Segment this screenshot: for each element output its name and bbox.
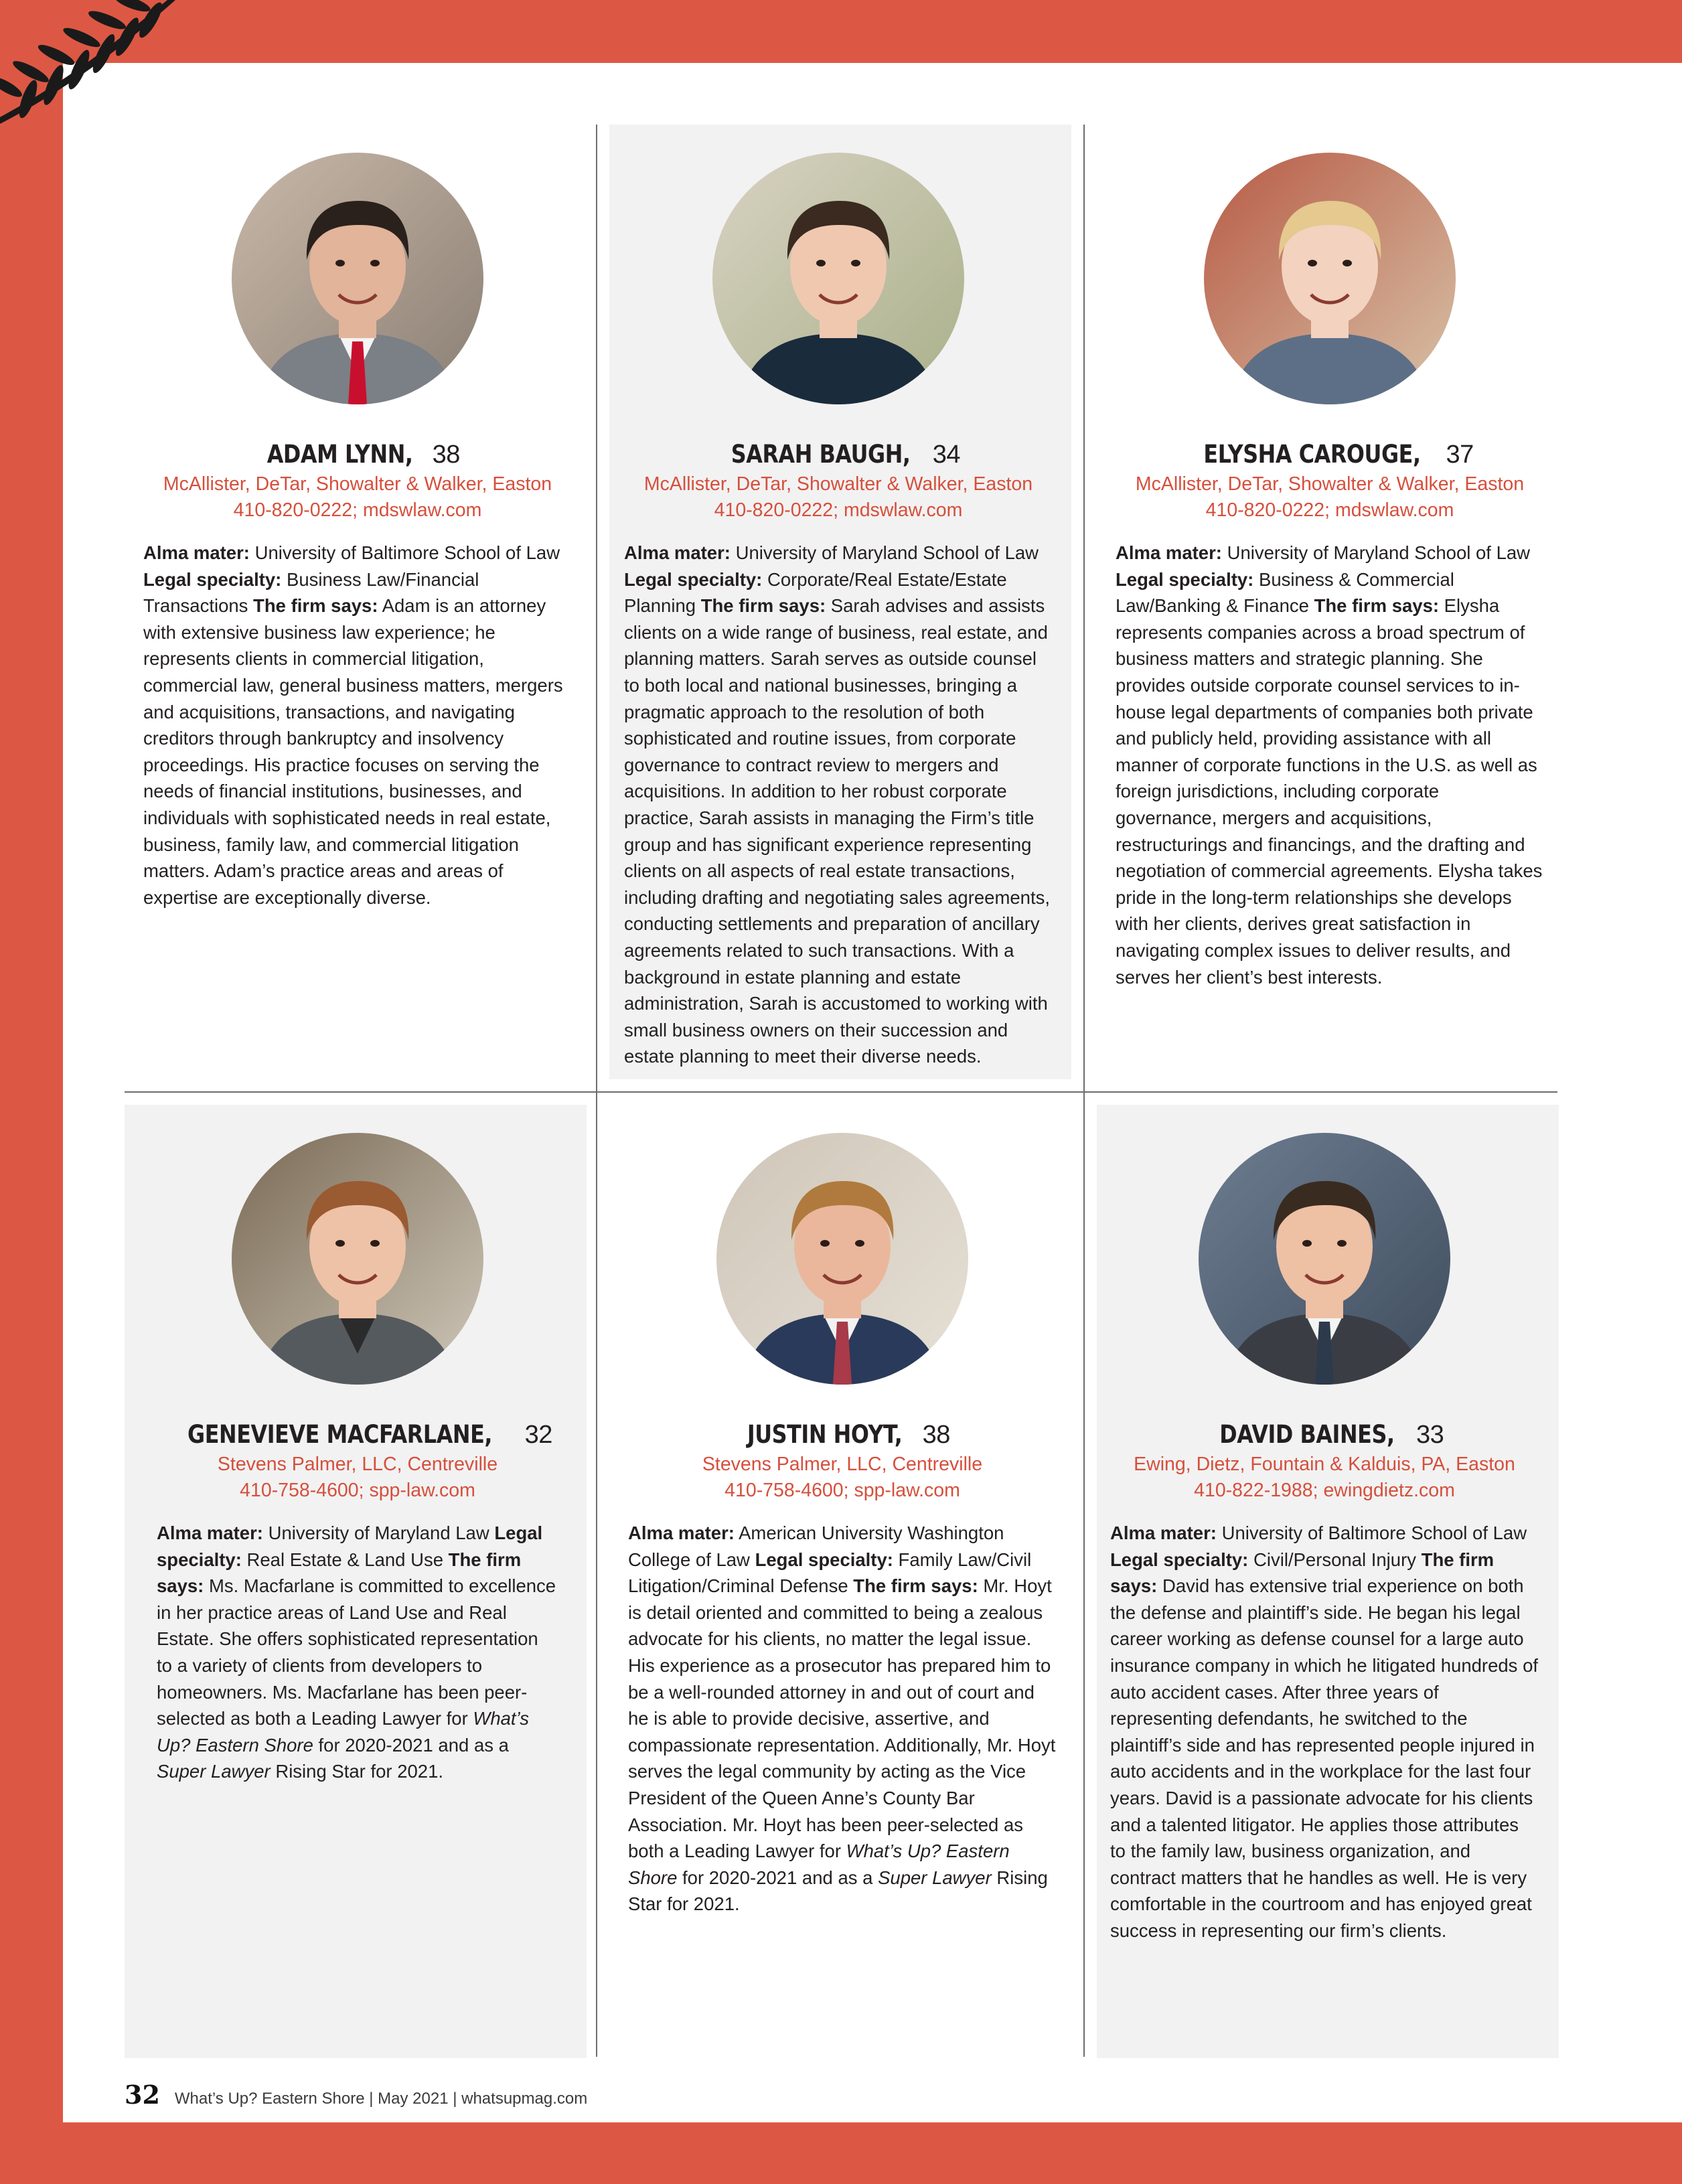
bio-label: Legal specialty: — [157, 1523, 543, 1570]
bio-label: Legal specialty: — [624, 568, 763, 590]
bio-text: Corporate/Real Estate/Estate Planning — [624, 568, 1007, 617]
portrait-photo — [1204, 153, 1456, 404]
profile-bio — [1110, 1520, 1539, 1944]
bio-text: Ms. Macfarlane is committed to excellence in her practice areas of Land Use and Real Estate. She offers sophisticated representation to a variety of clients from developers to homeowners. Ms. Macfarlane has been peer-selected as both a Leading Lawyer for — [157, 1575, 556, 1729]
bio-label: Legal specialty: — [1116, 568, 1254, 590]
firm-contact: 410-820-0222; mdswlaw.com — [233, 499, 482, 521]
bio-text: University of Baltimore School of Law — [1216, 1523, 1527, 1543]
footer-text: What’s Up? Eastern Shore | May 2021 | whatsupmag.com — [174, 2090, 588, 2108]
firm-name: McAllister, DeTar, Showalter & Walker, Easton — [643, 473, 1033, 495]
laurel-icon — [0, 0, 181, 127]
column-divider — [596, 125, 597, 1091]
firm-name: Stevens Palmer, LLC, Centreville — [217, 1454, 498, 1475]
firm-name: McAllister, DeTar, Showalter & Walker, Easton — [163, 473, 552, 495]
bio-label: Alma mater: — [157, 1523, 263, 1543]
firm-contact: 410-758-4600; spp-law.com — [240, 1480, 475, 1501]
bio-label: Alma mater: — [1116, 542, 1222, 563]
bio-text: Real Estate & Land Use — [241, 1549, 449, 1570]
portrait-photo — [1199, 1133, 1450, 1385]
name-text: SARAH BAUGH, — [731, 440, 911, 469]
column-divider — [1083, 1093, 1085, 2057]
profile-card — [143, 153, 572, 911]
bio-text: Family Law/Civil Litigation/Criminal Defense — [628, 1549, 1032, 1597]
bio-text: for 2020-2021 and as a — [677, 1867, 878, 1888]
name-text: GENEVIEVE MACFARLANE, — [187, 1420, 493, 1449]
bio-text: University of Baltimore School of Law — [249, 542, 560, 563]
profile-bio — [628, 1520, 1057, 1918]
profile-bio — [143, 540, 572, 911]
bio-text: Civil/Personal Injury — [1248, 1549, 1422, 1570]
page-number: 32 — [125, 2080, 160, 2110]
column-divider — [1083, 125, 1085, 1091]
portrait-photo — [232, 1133, 483, 1385]
portrait-photo — [232, 153, 483, 404]
firm-name: McAllister, DeTar, Showalter & Walker, Easton — [1135, 473, 1525, 495]
profile-name — [143, 438, 572, 471]
column-divider — [596, 1093, 597, 2057]
profile-name — [1110, 1418, 1539, 1452]
age-text: 34 — [932, 441, 960, 469]
bio-text: Mr. Hoyt is detail oriented and committed to being a zealous advocate for his clients, no matter the legal issue. His experience as a prosecutor has prepared him to be a well-rounded attorney in and out of court and he is able to provide decisive, assertive, and compassionate representation. Additionally, Mr. Hoyt serves the legal community by acting as the Vice President of the Queen Anne’s County Bar Association. Mr. Hoyt has been peer-selected as both a Leading Lawyer for — [628, 1575, 1056, 1862]
age-text: 37 — [1446, 441, 1474, 469]
bio-text: Adam is an attorney with extensive business law experience; he represents clients in commercial litigation, commercial law, general business matters, mergers and acquisitions, transactions, and navigating creditors through bankruptcy and insolvency proceedings. His practice focuses on serving the needs of financial institutions, businesses, and individuals with sophisticated needs in real estate, business, family law, and commercial litigation matters. Adam’s practice areas and areas of expertise are exceptionally diverse. — [143, 595, 563, 908]
firm-contact: 410-820-0222; mdswlaw.com — [714, 499, 963, 521]
profile-card — [628, 1133, 1057, 1918]
name-text: ADAM LYNN, — [266, 440, 413, 469]
profile-bio — [624, 540, 1053, 1070]
bio-label: Alma mater: — [143, 542, 250, 563]
profile-name — [628, 1418, 1057, 1452]
bio-text: University of Maryland School of Law — [1221, 542, 1531, 563]
age-text: 38 — [922, 1421, 950, 1449]
bio-label: Alma mater: — [624, 542, 731, 563]
bio-label: The firm says: — [853, 1575, 978, 1597]
bio-label: Alma mater: — [628, 1523, 735, 1543]
profile-card — [1116, 153, 1544, 990]
profile-card — [1110, 1133, 1539, 1944]
name-text: JUSTIN HOYT, — [747, 1420, 903, 1449]
portrait-photo — [712, 153, 964, 404]
bio-text: American University Washington College of Law — [628, 1523, 1004, 1570]
bio-emphasis: Super Lawyer — [878, 1867, 992, 1888]
bio-emphasis: What’s Up? Eastern Shore — [157, 1708, 529, 1756]
firm-contact: 410-822-1988; ewingdietz.com — [1194, 1480, 1455, 1501]
firm-name: Stevens Palmer, LLC, Centreville — [702, 1454, 983, 1475]
bio-text: for 2020-2021 and as a — [313, 1734, 509, 1756]
page-footer — [125, 2080, 587, 2110]
bio-text: University of Maryland Law — [262, 1523, 495, 1543]
profile-bio — [1116, 540, 1544, 990]
bio-label: The firm says: — [700, 595, 826, 617]
name-text: DAVID BAINES, — [1219, 1420, 1395, 1449]
name-text: ELYSHA CAROUGE, — [1203, 440, 1421, 469]
profile-bio — [157, 1520, 558, 1785]
bio-label: Legal specialty: — [1110, 1549, 1249, 1570]
bio-emphasis: Super Lawyer — [157, 1761, 271, 1782]
firm-contact: 410-820-0222; mdswlaw.com — [1205, 499, 1454, 521]
profile-name — [157, 1418, 558, 1452]
bio-label: The firm says: — [253, 595, 378, 617]
age-text: 33 — [1416, 1421, 1444, 1449]
bio-text: University of Maryland School of Law — [730, 542, 1039, 563]
bio-text: Business Law/Financial Transactions — [143, 568, 479, 617]
age-text: 32 — [524, 1421, 552, 1449]
bio-label: Alma mater: — [1110, 1523, 1217, 1543]
age-text: 38 — [432, 441, 460, 469]
profile-card — [624, 153, 1053, 1070]
bio-text: Rising Star for 2021. — [628, 1867, 1048, 1915]
portrait-photo — [716, 1133, 968, 1385]
bio-text: Rising Star for 2021. — [270, 1761, 444, 1782]
bio-label: The firm says: — [1110, 1549, 1495, 1597]
bio-text: Elysha represents companies across a broad spectrum of business matters and strategic planning. She provides outside corporate counsel services to in-house legal departments of companies both private and publicly held, providing assistance with all manner of corporate functions in the U.S. as well as foreign jurisdictions, including corporate governance, mergers and acquisitions, restructurings and financings, and the drafting and negotiation of commercial agreements. Elysha takes pride in the long-term relationships she develops with her clients, derives great satisfaction in navigating complex issues to deliver results, and serves her client’s best interests. — [1116, 595, 1543, 988]
profile-name — [1116, 438, 1544, 471]
firm-contact: 410-758-4600; spp-law.com — [724, 1480, 960, 1501]
profile-name — [624, 438, 1053, 471]
bio-label: Legal specialty: — [143, 568, 282, 590]
profile-card — [157, 1133, 558, 1785]
row-divider — [125, 1091, 1557, 1093]
bio-label: The firm says: — [1314, 595, 1440, 617]
bio-label: Legal specialty: — [755, 1549, 893, 1570]
bio-text: Sarah advises and assists clients on a wide range of business, real estate, and planning matters. Sarah serves as outside counsel to both local and national businesses, bringing a pragmatic approach to the resolution of both sophisticated and routine issues, from corporate governance to contract review to mergers and acquisitions. In addition to her robust corporate practice, Sarah assists in managing the Firm’s title group and has significant experience representing clients on all aspects of real estate transactions, including drafting and negotiating sales agreements, conducting settlements and preparation of ancillary agreements related to such transactions. With a background in estate planning and estate administration, Sarah is accustomed to working with small business owners on their succession and estate planning to meet their diverse needs. — [624, 595, 1050, 1067]
bio-emphasis: What’s Up? Eastern Shore — [628, 1841, 1010, 1888]
firm-name: Ewing, Dietz, Fountain & Kalduis, PA, Easton — [1134, 1454, 1515, 1475]
bio-text: Business & Commercial Law/Banking & Finance — [1116, 568, 1454, 617]
bio-text: David has extensive trial experience on both the defense and plaintiff’s side. He began his legal career working as defense counsel for a large auto insurance company in which he litigated hundreds of auto accident cases. After three years of representing defendants, he switched to the plaintiff’s side and has represented people injured in auto accidents and in the workplace for the last four years. David is a passionate advocate for his clients and a talented litigator. He applies those attributes to the family law, business organization, and contract matters that he handles as well. He is very comfortable in the courtroom and has enjoyed great success in representing our firm’s clients. — [1110, 1575, 1538, 1941]
bio-label: The firm says: — [157, 1549, 522, 1597]
